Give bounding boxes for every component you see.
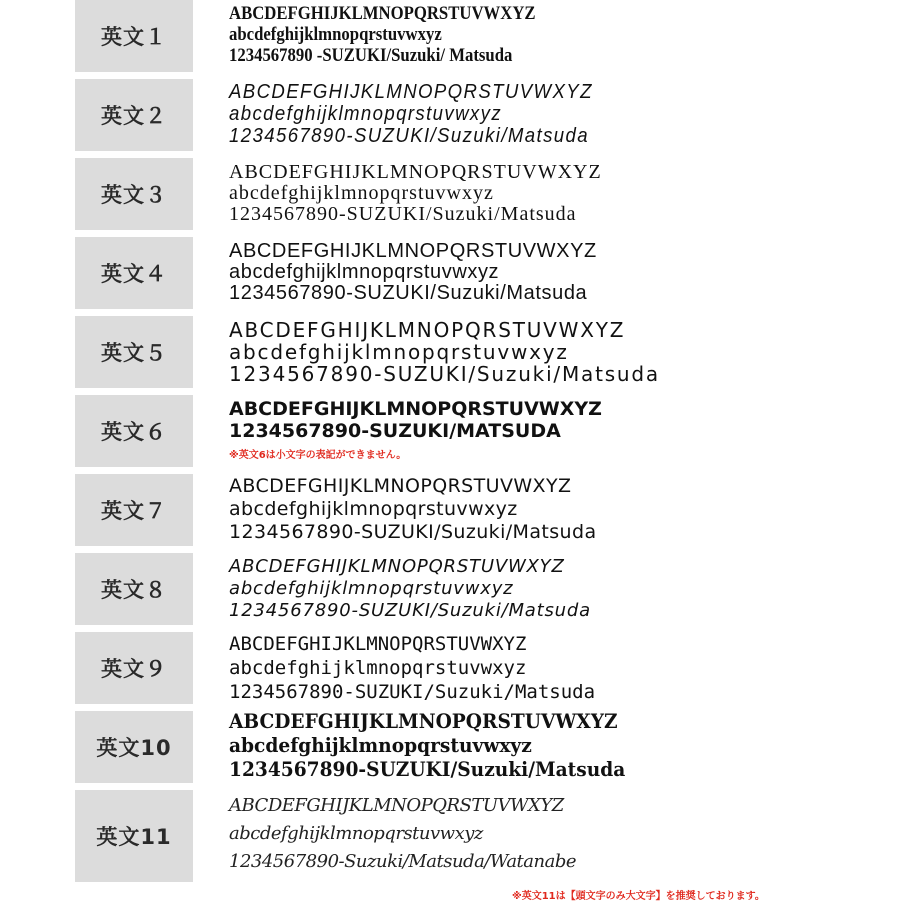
sample-numbers-names: 1234567890 -SUZUKI/Suzuki/ Matsuda xyxy=(229,45,513,66)
sample-uppercase: ABCDEFGHIJKLMNOPQRSTUVWXYZ xyxy=(229,556,565,577)
sample-numbers-names: 1234567890-SUZUKI/Suzuki/Matsuda xyxy=(229,125,589,147)
font-style-label: 英文９ xyxy=(75,632,193,704)
font-row-5 xyxy=(0,316,900,388)
sample-uppercase: ABCDEFGHIJKLMNOPQRSTUVWXYZ xyxy=(229,398,602,420)
lowercase-unavailable-note: ※英文6は小文字の表記ができません。 xyxy=(229,450,407,461)
font-sample xyxy=(229,162,879,225)
sample-lowercase: abcdefghijklmnopqrstuvwxyz xyxy=(229,103,503,125)
sample-uppercase: ABCDEFGHIJKLMNOPQRSTUVWXYZ xyxy=(229,240,597,262)
sample-numbers-names: 1234567890-SUZUKI/MATSUDA xyxy=(229,420,561,442)
font-style-label: 英文８ xyxy=(75,553,193,625)
sample-uppercase: ABCDEFGHIJKLMNOPQRSTUVWXYZ xyxy=(229,3,536,24)
sample-lowercase: abcdefghijklmnopqrstuvwxyz xyxy=(229,340,569,364)
sample-uppercase: ABCDEFGHIJKLMNOPQRSTUVWXYZ xyxy=(229,795,564,816)
sample-numbers-names: 1234567890-SUZUKI/Suzuki/Matsuda xyxy=(229,681,596,703)
sample-lowercase: abcdefghijklmnopqrstuvwxyz xyxy=(229,823,483,844)
sample-lowercase: abcdefghijklmnopqrstuvwxyz xyxy=(229,182,494,204)
font-row-9 xyxy=(0,632,900,704)
sample-lowercase: abcdefghijklmnopqrstuvwxyz xyxy=(229,261,500,283)
font-row-10 xyxy=(0,711,900,783)
font-sample xyxy=(229,632,879,704)
capitalization-recommendation-note: ※英文11は【頭文字のみ大文字】を推奨しております。 xyxy=(512,891,765,902)
font-sample xyxy=(229,556,879,622)
font-sample xyxy=(229,241,879,304)
sample-numbers-names: 1234567890-SUZUKI/Suzuki/Matsuda xyxy=(229,757,626,781)
font-row-3 xyxy=(0,158,900,230)
font-row-11 xyxy=(0,790,900,882)
font-sample xyxy=(229,398,879,467)
font-style-label: 英文４ xyxy=(75,237,193,309)
font-row-7 xyxy=(0,474,900,546)
font-style-label: 英文２ xyxy=(75,79,193,151)
sample-lowercase: abcdefghijklmnopqrstuvwxyz xyxy=(229,24,442,45)
font-style-label: 英文10 xyxy=(75,711,193,783)
sample-lowercase: abcdefghijklmnopqrstuvwxyz xyxy=(229,578,514,599)
font-sample xyxy=(229,81,834,147)
font-style-label: 英文７ xyxy=(75,474,193,546)
sample-numbers-names: 1234567890-SUZUKI/Suzuki/Matsuda xyxy=(229,362,660,386)
sample-numbers-names: 1234567890-Suzuki/Matsuda/Watanabe xyxy=(229,851,577,872)
font-row-8 xyxy=(0,553,900,625)
sample-numbers-names: 1234567890-SUZUKI/Suzuki/Matsuda xyxy=(229,600,591,621)
font-style-label: 英文５ xyxy=(75,316,193,388)
sample-uppercase: ABCDEFGHIJKLMNOPQRSTUVWXYZ xyxy=(229,161,602,183)
font-row-2 xyxy=(0,79,900,151)
sample-uppercase: ABCDEFGHIJKLMNOPQRSTUVWXYZ xyxy=(229,318,626,342)
font-style-label: 英文１ xyxy=(75,0,193,72)
font-style-label: 英文11 xyxy=(75,790,193,882)
font-sample xyxy=(229,319,879,385)
sample-lowercase: abcdefghijklmnopqrstuvwxyz xyxy=(229,498,518,520)
sample-numbers-names: 1234567890-SUZUKI/Suzuki/Matsuda xyxy=(229,521,597,543)
font-sample xyxy=(229,475,879,544)
sample-uppercase: ABCDEFGHIJKLMNOPQRSTUVWXYZ xyxy=(229,81,593,103)
sample-numbers-names: 1234567890-SUZUKI/Suzuki/Matsuda xyxy=(229,203,577,225)
font-style-label: 英文３ xyxy=(75,158,193,230)
font-row-4 xyxy=(0,237,900,309)
sample-uppercase: ABCDEFGHIJKLMNOPQRSTUVWXYZ xyxy=(229,475,572,497)
sample-lowercase: abcdefghijklmnopqrstuvwxyz xyxy=(229,657,527,679)
sample-lowercase: abcdefghijklmnopqrstuvwxyz xyxy=(229,733,532,757)
font-row-6 xyxy=(0,395,900,467)
font-sample xyxy=(229,3,801,66)
sample-numbers-names: 1234567890-SUZUKI/Suzuki/Matsuda xyxy=(229,282,588,304)
font-row-1 xyxy=(0,0,900,72)
font-sample xyxy=(229,709,834,781)
sample-uppercase: ABCDEFGHIJKLMNOPQRSTUVWXYZ xyxy=(229,633,527,655)
font-sample xyxy=(229,792,879,876)
font-style-label: 英文６ xyxy=(75,395,193,467)
sample-uppercase: ABCDEFGHIJKLMNOPQRSTUVWXYZ xyxy=(229,709,618,733)
